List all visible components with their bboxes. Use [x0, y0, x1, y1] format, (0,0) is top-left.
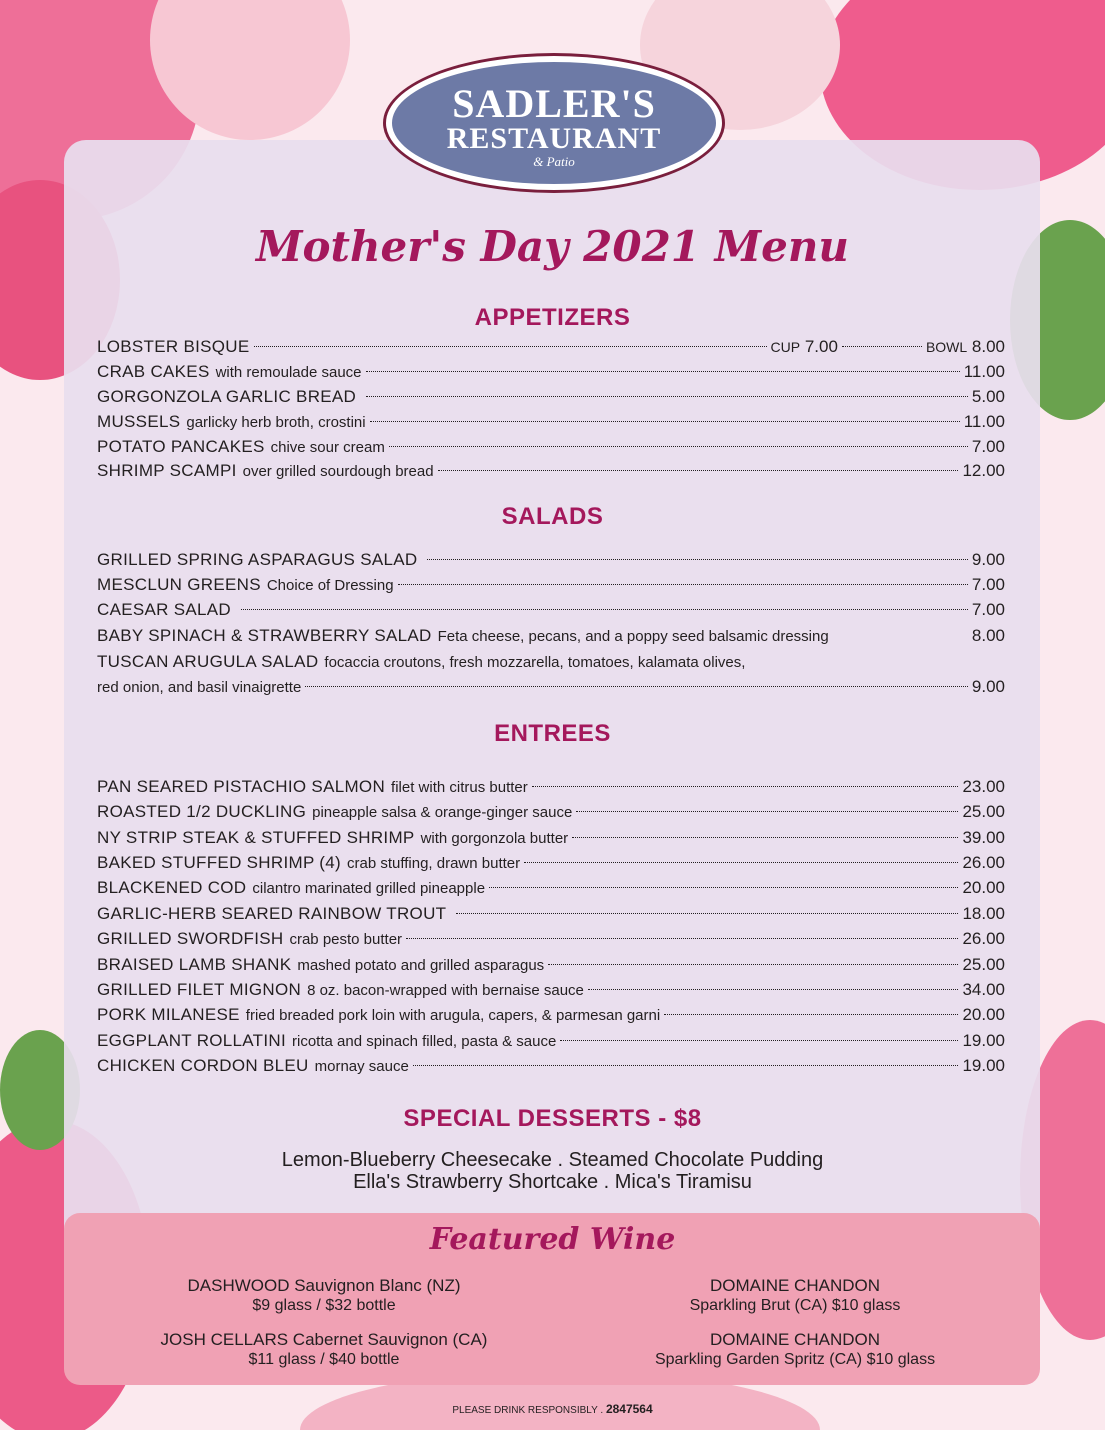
menu-item [97, 953, 1005, 977]
item-desc: mornay sauce [314, 1058, 409, 1075]
item-price: 19.00 [962, 1056, 1005, 1075]
item-name: GRILLED SPRING ASPARAGUS SALAD [97, 550, 418, 569]
menu-item [97, 1029, 1005, 1053]
footer-code: 2847564 [605, 1402, 653, 1416]
menu-item [97, 978, 1005, 1002]
salads-heading: SALADS [501, 503, 604, 530]
item-price: 9.00 [971, 550, 1005, 569]
logo-line1: SADLER'S [452, 81, 656, 126]
item-name: BLACKENED COD [97, 878, 247, 897]
item-price: 11.00 [963, 362, 1005, 381]
item-name: EGGPLANT ROLLATINI [97, 1031, 286, 1050]
leader-dots [305, 686, 968, 687]
item-desc: Choice of Dressing [266, 577, 394, 594]
item-name: MUSSELS [97, 412, 181, 431]
item-price: 26.00 [962, 853, 1005, 872]
item-desc: over grilled sourdough bread [242, 463, 434, 480]
item-desc: with gorgonzola butter [420, 830, 569, 847]
menu-item [97, 851, 1005, 875]
item-desc: with remoulade sauce [215, 364, 362, 381]
menu-title: Mother's Day 2021 Menu [256, 222, 849, 271]
item-price: 25.00 [962, 802, 1005, 821]
menu-item-tuscan [97, 650, 1005, 674]
item-desc: focaccia croutons, fresh mozzarella, tomatoes, kalamata olives, [324, 654, 746, 671]
desserts-line1: Lemon-Blueberry Cheesecake . Steamed Chocolate Pudding [281, 1149, 824, 1171]
cup-label: CUP [770, 339, 801, 355]
menu-item [97, 598, 1005, 622]
item-price: 18.00 [962, 904, 1005, 923]
entrees-heading: ENTREES [494, 720, 611, 747]
item-desc: garlicky herb broth, crostini [186, 414, 366, 431]
wine-price: Sparkling Garden Spritz (CA) $10 glass [654, 1351, 936, 1368]
leader-dots [366, 371, 960, 372]
leader-dots [576, 811, 958, 812]
item-name: GORGONZOLA GARLIC BREAD [97, 387, 357, 406]
wine-heading: Featured Wine [429, 1222, 676, 1257]
item-desc: crab stuffing, drawn butter [346, 855, 521, 872]
bowl-price: 8.00 [971, 337, 1005, 356]
item-name: TUSCAN ARUGULA SALAD [97, 652, 319, 671]
menu-item [97, 775, 1005, 799]
item-name: CAESAR SALAD [97, 600, 231, 619]
menu-item [97, 1054, 1005, 1078]
logo-line3: & Patio [533, 154, 575, 169]
menu-item [97, 573, 1005, 597]
footer [0, 1402, 1105, 1416]
item-name: BRAISED LAMB SHANK [97, 955, 292, 974]
item-name: BAKED STUFFED SHRIMP (4) [97, 853, 341, 872]
item-price: 12.00 [962, 461, 1005, 480]
item-name: GARLIC-HERB SEARED RAINBOW TROUT [97, 904, 447, 923]
item-desc: crab pesto butter [289, 931, 403, 948]
item-name: LOBSTER BISQUE [97, 337, 250, 356]
menu-item [97, 800, 1005, 824]
logo-line2: RESTAURANT [446, 122, 662, 155]
item-name: CHICKEN CORDON BLEU [97, 1056, 309, 1075]
leader-dots [524, 862, 958, 863]
item-name: MESCLUN GREENS [97, 575, 261, 594]
wine-item [124, 1276, 524, 1316]
leader-dots [438, 470, 959, 471]
item-price: 25.00 [962, 955, 1005, 974]
desserts-heading: SPECIAL DESSERTS - $8 [403, 1105, 702, 1132]
leader-dots [548, 964, 958, 965]
wine-price: $11 glass / $40 bottle [248, 1351, 400, 1368]
item-price: 20.00 [962, 1005, 1005, 1024]
wine-item [104, 1330, 544, 1370]
desserts-line2: Ella's Strawberry Shortcake . Mica's Tiramisu [353, 1171, 752, 1193]
leader-dots [398, 584, 968, 585]
item-price: 20.00 [962, 878, 1005, 897]
leader-dots [389, 446, 968, 447]
item-desc: chive sour cream [270, 439, 385, 456]
item-price: 9.00 [971, 677, 1005, 696]
item-price: 8.00 [971, 626, 1005, 645]
item-price: 34.00 [962, 980, 1005, 999]
item-desc: fried breaded pork loin with arugula, capers, & parmesan garni [245, 1007, 661, 1024]
item-desc: 8 oz. bacon-wrapped with bernaise sauce [307, 982, 584, 999]
item-name: PAN SEARED PISTACHIO SALMON [97, 777, 386, 796]
item-price: 7.00 [971, 437, 1005, 456]
leader-dots [842, 346, 922, 347]
leader-dots [370, 421, 960, 422]
item-price: 7.00 [971, 575, 1005, 594]
leader-dots [532, 786, 959, 787]
item-desc: ricotta and spinach filled, pasta & sauce [292, 1033, 557, 1050]
item-name: NY STRIP STEAK & STUFFED SHRIMP [97, 828, 415, 847]
restaurant-logo [386, 56, 722, 190]
item-name: POTATO PANCAKES [97, 437, 265, 456]
leader-dots [456, 913, 958, 914]
item-desc: filet with citrus butter [391, 779, 528, 796]
wine-name: DOMAINE CHANDON [709, 1276, 880, 1295]
menu-item [97, 826, 1005, 850]
wine-name: DASHWOOD Sauvignon Blanc (NZ) [187, 1276, 461, 1295]
menu-item [97, 548, 1005, 572]
item-name: GRILLED FILET MIGNON [97, 980, 302, 999]
menu-item [97, 360, 1005, 384]
leader-dots [588, 989, 959, 990]
item-name: GRILLED SWORDFISH [97, 929, 284, 948]
item-name: CRAB CAKES [97, 362, 210, 381]
item-name: BABY SPINACH & STRAWBERRY SALAD [97, 626, 432, 645]
item-desc: red onion, and basil vinaigrette [97, 679, 302, 696]
bowl-label: BOWL [925, 339, 968, 355]
item-desc: cilantro marinated grilled pineapple [252, 880, 486, 897]
menu-item [97, 459, 1005, 483]
footer-sep: . [597, 1405, 606, 1416]
menu-item [97, 624, 1005, 648]
menu-item [97, 1003, 1005, 1027]
item-name: SHRIMP SCAMPI [97, 461, 237, 480]
leader-dots [254, 346, 767, 347]
item-desc: pineapple salsa & orange-ginger sauce [312, 804, 573, 821]
menu-item [97, 927, 1005, 951]
leader-dots [560, 1040, 958, 1041]
menu-item-lobster-bisque [97, 335, 1005, 359]
item-price: 19.00 [962, 1031, 1005, 1050]
wine-name: DOMAINE CHANDON [709, 1330, 880, 1349]
wine-item [575, 1330, 1015, 1370]
leader-dots [366, 396, 968, 397]
item-price: 5.00 [971, 387, 1005, 406]
item-desc: Feta cheese, pecans, and a poppy seed balsamic dressing [437, 628, 829, 645]
menu-item [97, 435, 1005, 459]
menu-item [97, 902, 1005, 926]
menu-item-tuscan-cont [97, 675, 1005, 699]
item-desc: mashed potato and grilled asparagus [297, 957, 545, 974]
item-price: 7.00 [971, 600, 1005, 619]
wine-price: $9 glass / $32 bottle [252, 1297, 396, 1314]
wine-price: Sparkling Brut (CA) $10 glass [689, 1297, 901, 1314]
footer-text: PLEASE DRINK RESPONSIBLY [452, 1405, 598, 1416]
item-name: PORK MILANESE [97, 1005, 240, 1024]
leader-dots [664, 1014, 958, 1015]
item-price: 39.00 [962, 828, 1005, 847]
leader-dots [489, 887, 958, 888]
leader-dots [241, 609, 968, 610]
leader-dots [427, 559, 967, 560]
leader-dots [413, 1065, 959, 1066]
cup-price: 7.00 [804, 337, 838, 356]
wine-name: JOSH CELLARS Cabernet Sauvignon (CA) [160, 1330, 488, 1349]
item-price: 23.00 [962, 777, 1005, 796]
menu-item [97, 876, 1005, 900]
leader-dots [572, 837, 958, 838]
wine-item [595, 1276, 995, 1316]
item-name: ROASTED 1/2 DUCKLING [97, 802, 307, 821]
menu-item [97, 385, 1005, 409]
menu-item [97, 410, 1005, 434]
appetizers-heading: APPETIZERS [474, 304, 631, 331]
item-price: 11.00 [963, 412, 1005, 431]
leader-dots [406, 938, 958, 939]
item-price: 26.00 [962, 929, 1005, 948]
